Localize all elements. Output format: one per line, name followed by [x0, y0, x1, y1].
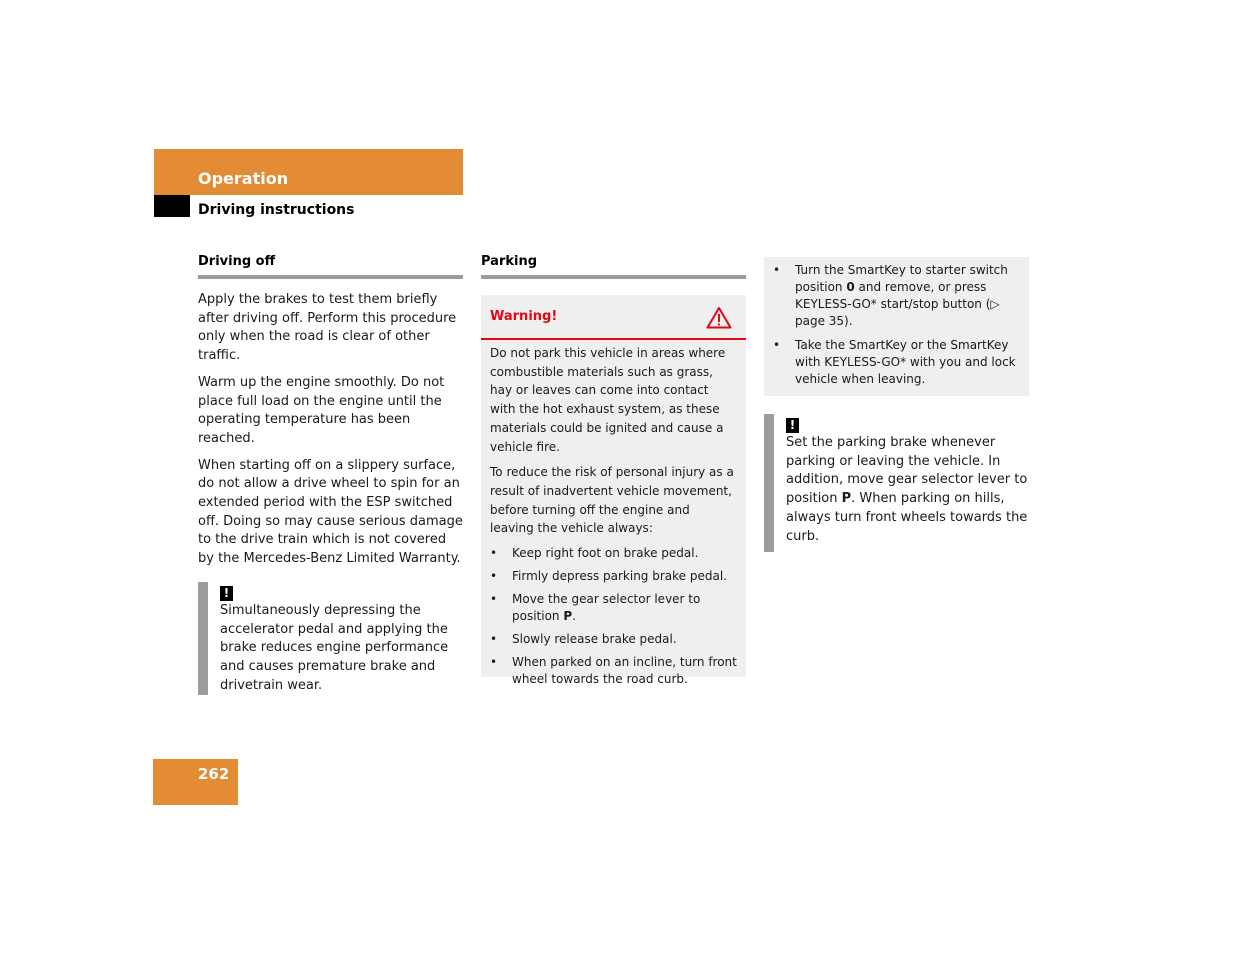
warning-label: Warning!: [490, 309, 558, 324]
list-item: • Firmly depress parking brake pedal.: [490, 568, 737, 585]
list-item: • Keep right foot on brake pedal.: [490, 545, 737, 562]
paragraph: When starting off on a slippery surface, do not allow a drive wheel to spin for an extended period with the ESP switched off. Doing so may cause serious damage to the drive train which is not covered by the Mercedes-Benz Limited Warranty.: [198, 457, 463, 567]
note-text: Simultaneously depressing the accelerator pedal and applying the brake reduces engine performance and causes premature brake and drivetrain wear.: [220, 602, 449, 693]
list-item: • Turn the SmartKey to starter switch position 0 and remove, or press KEYLESS-GO* start/stop button (▷ page 35).: [773, 262, 1020, 330]
list-item: • When parked on an incline, turn front wheel towards the road curb.: [490, 654, 737, 688]
section-title: Driving instructions: [198, 202, 355, 218]
section-marker: [154, 195, 190, 217]
list-item: • Take the SmartKey or the SmartKey with KEYLESS-GO* with you and lock vehicle when leaving.: [773, 337, 1020, 388]
exclamation-icon: !: [786, 418, 799, 433]
warning-header: [481, 295, 746, 340]
left-column: [198, 254, 463, 695]
chapter-title: Operation: [198, 169, 289, 188]
warning-paragraph: To reduce the risk of personal injury as a result of inadvertent vehicle movement, before turning off the engine and leaving the vehicle always:: [490, 465, 734, 536]
list-item: • Slowly release brake pedal.: [490, 631, 737, 648]
note-bar: [764, 414, 774, 552]
parking-heading: Parking: [481, 254, 746, 279]
steps-bullet-list: [764, 257, 1029, 388]
warning-paragraph: Do not park this vehicle in areas where combustible materials such as grass, hay or leaves can come into contact with the hot exhaust system, as these materials could be ignited and cause a vehicle fire.: [490, 346, 726, 454]
warning-bullet-list: [490, 545, 737, 688]
note-text: Set the parking brake whenever parking or leaving the vehicle. In addition, move gear selector lever to position P. When parking on hills, always turn front wheels towards the curb.: [786, 435, 1028, 544]
warning-body: [481, 340, 746, 688]
warning-box: [481, 295, 746, 687]
warning-triangle-icon: [706, 306, 732, 329]
list-item: • Move the gear selector lever to position P.: [490, 591, 737, 625]
middle-column: [481, 254, 746, 279]
note-bar: [198, 582, 208, 696]
page-number: 262: [198, 765, 230, 783]
caution-note: [198, 582, 463, 696]
driving-off-heading: Driving off: [198, 254, 463, 279]
parking-brake-note: [764, 414, 1029, 552]
exclamation-icon: !: [220, 586, 233, 601]
paragraph: Apply the brakes to test them briefly after driving off. Perform this procedure only when the road is clear of other traffic.: [198, 292, 457, 364]
paragraph: Warm up the engine smoothly. Do not place full load on the engine until the operating temperature has been reached.: [198, 374, 445, 446]
steps-box: [764, 257, 1029, 396]
